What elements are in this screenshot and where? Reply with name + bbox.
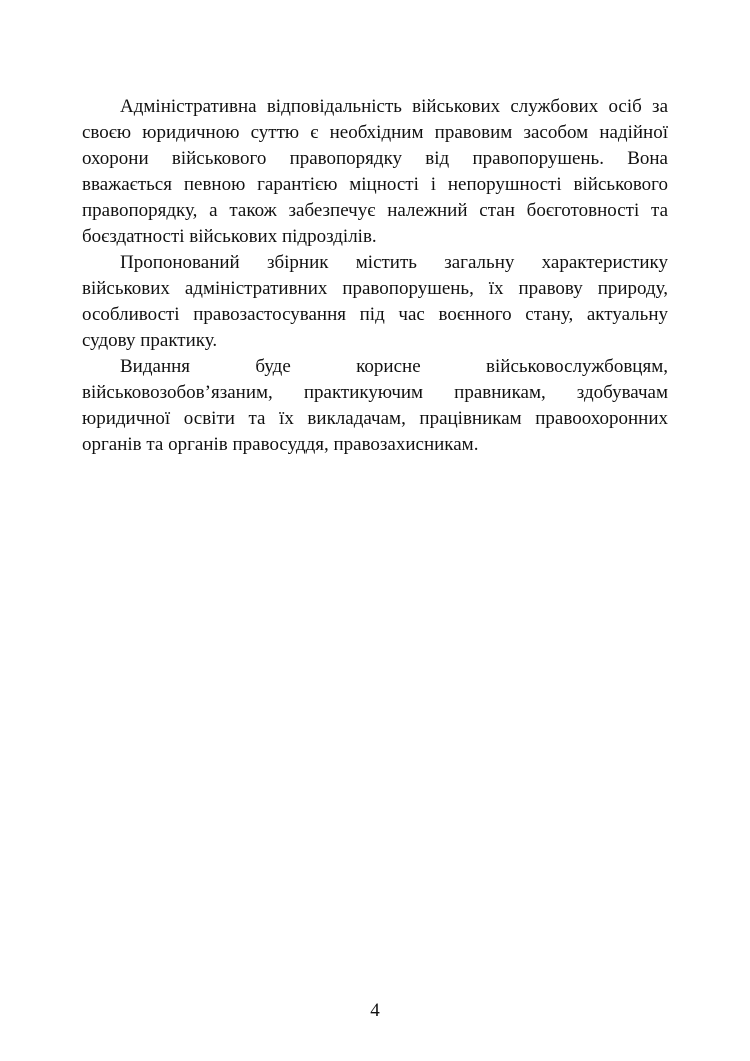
page-number: 4 bbox=[370, 1000, 380, 1021]
body-text bbox=[82, 94, 668, 458]
paragraph-audience: Видання буде корисне військовослужбовцям, військовозобов’язаним, практикуючим правникам, здобувачам юридичної освіти та їх викладачам, працівникам правоохоронних органів та органів правосуддя, правозахисникам. bbox=[82, 356, 668, 455]
paragraph-collection-contents: Пропонований збірник містить загальну характеристику військових адміністративних правопорушень, їх правову природу, особливості правозастосування під час воєнного стану, актуальну судову практику. bbox=[82, 252, 668, 351]
paragraph-responsibility: Адміністративна відповідальність військових службових осіб за своєю юридичною суттю є необхідним правовим засобом надійної охорони військового правопорядку від правопорушень. Вона вважається певною гарантією міцності і непорушності військового правопорядку, а також забезпечує належний стан боєготовності та боєздатності військових підрозділів. bbox=[82, 96, 668, 247]
